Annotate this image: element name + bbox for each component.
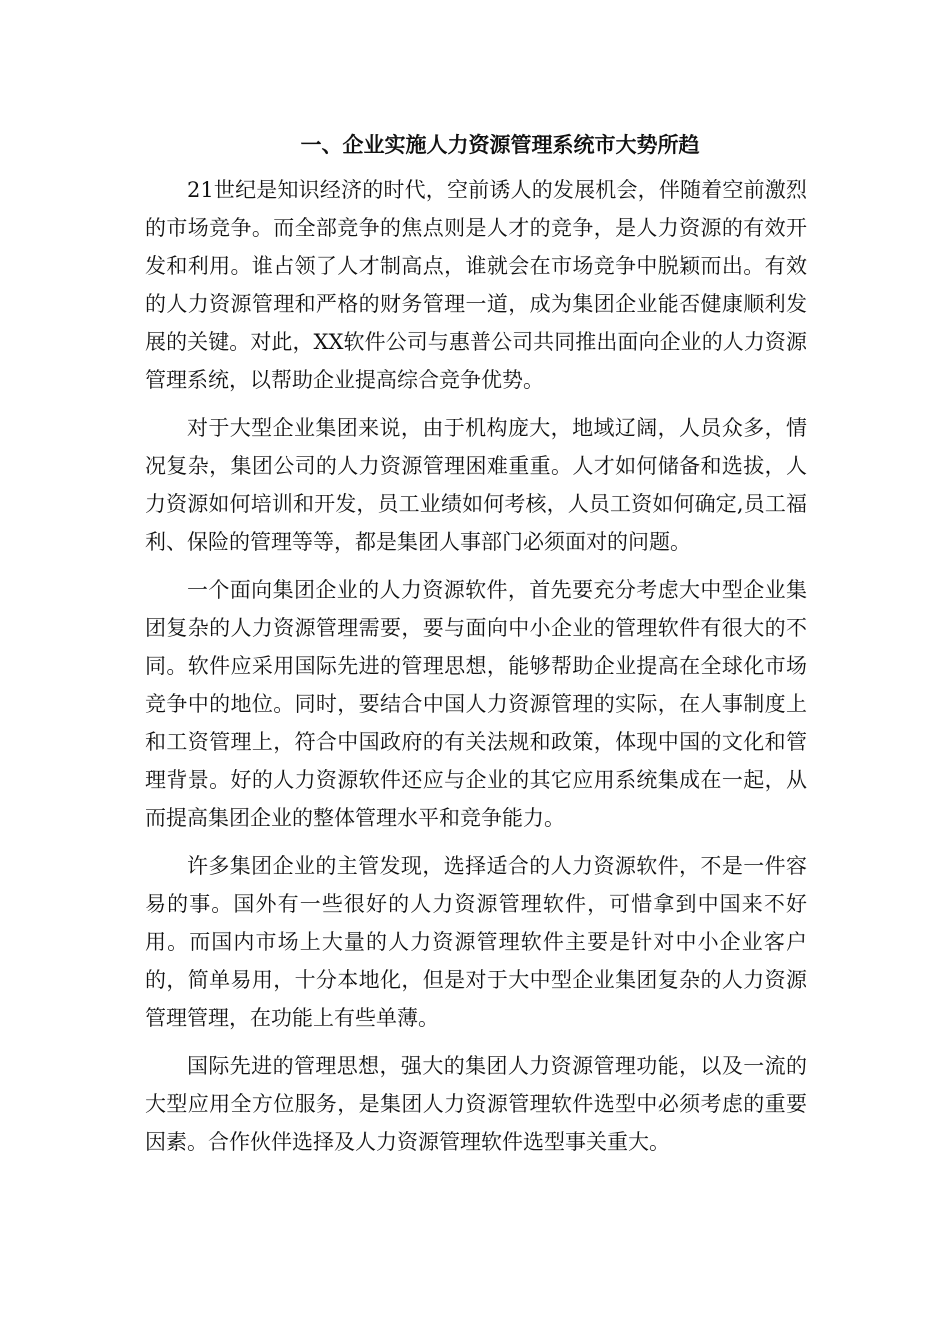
document-title: 一、企业实施人力资源管理系统市大势所趋	[300, 133, 700, 157]
paragraph-5: 国际先进的管理思想，强大的集团人力资源管理功能，以及一流的大型应用全方位服务，是集团人力资源管理软件选型中必须考虑的重要因素。合作伙伴选择及人力资源管理软件选型事关重大。	[145, 1054, 807, 1154]
paragraph-4: 许多集团企业的主管发现，选择适合的人力资源软件，不是一件容易的事。国外有一些很好的人力资源管理软件，可惜拿到中国来不好用。而国内市场上大量的人力资源管理软件主要是针对中小企业客户的，简单易用，十分本地化，但是对于大中型企业集团复杂的人力资源管理管理，在功能上有些单薄。	[145, 854, 807, 1030]
paragraph-2: 对于大型企业集团来说，由于机构庞大，地域辽阔，人员众多，情况复杂，集团公司的人力资源管理困难重重。人才如何储备和选拔，人力资源如何培训和开发，员工业绩如何考核，人员工资如何确定,员工福利、保险的管理等等，都是集团人事部门必须面对的问题。	[145, 416, 807, 554]
document-body	[145, 171, 807, 1171]
paragraph-1: 21世纪是知识经济的时代，空前诱人的发展机会，伴随着空前激烈的市场竞争。而全部竞争的焦点则是人才的竞争，是人力资源的有效开发和利用。谁占领了人才制高点，谁就会在市场竞争中脱颖而出。有效的人力资源管理和严格的财务管理一道，成为集团企业能否健康顺利发展的关键。对此，XX软件公司与惠普公司共同推出面向企业的人力资源管理系统，以帮助企业提高综合竞争优势。	[145, 178, 807, 392]
paragraph-3: 一个面向集团企业的人力资源软件，首先要充分考虑大中型企业集团复杂的人力资源管理需要，要与面向中小企业的管理软件有很大的不同。软件应采用国际先进的管理思想，能够帮助企业提高在全球化市场竞争中的地位。同时，要结合中国人力资源管理的实际，在人事制度上和工资管理上，符合中国政府的有关法规和政策，体现中国的文化和管理背景。好的人力资源软件还应与企业的其它应用系统集成在一起，从而提高集团企业的整体管理水平和竞争能力。	[145, 578, 807, 830]
